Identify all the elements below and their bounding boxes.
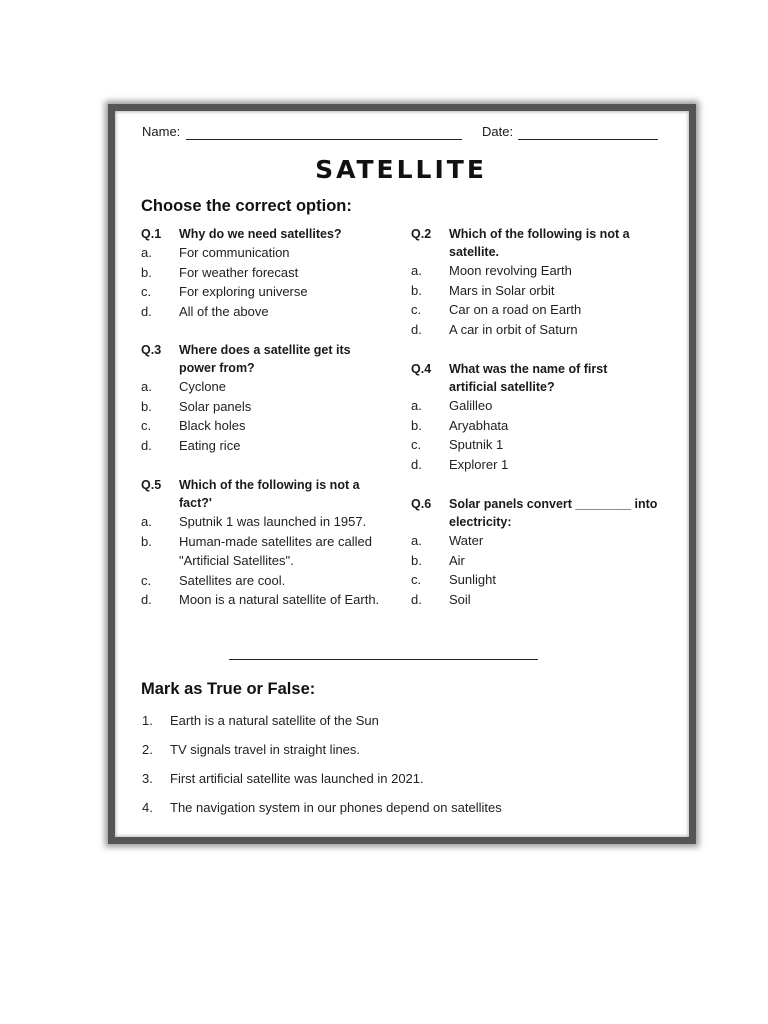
option-text: Air [449,552,465,568]
option-text: Water [449,533,484,548]
option [411,396,656,416]
question-text: Where does a satellite get its power from? [179,343,351,375]
option-letter: b. [141,264,152,280]
option-text: Moon is a natural satellite of Earth. [179,592,380,607]
true-false-item [142,800,502,815]
option [141,302,386,322]
item-text: TV signals travel in straight lines. [170,742,361,757]
option-letter: b. [411,282,422,298]
item-number: 1. [142,713,153,728]
question-number: Q.5 [141,478,162,492]
name-blank-line [186,139,462,140]
option-letter: b. [411,417,422,433]
question-text: What was the name of first artificial satellite? [449,362,608,394]
option-text: Human-made satellites are called "Artificial Satellites". [179,533,372,568]
option-letter: b. [411,552,422,568]
option [411,435,656,455]
option-text: Mars in Solar orbit [449,282,555,298]
option-text: All of the above [179,303,269,319]
question-2 [411,225,669,339]
option-letter: a. [411,263,422,278]
question-6 [411,495,663,609]
option-text: For communication [179,245,290,260]
option [141,532,391,571]
option-text: Satellites are cool. [179,572,286,588]
option [141,436,386,456]
option-text: Sputnik 1 [449,437,504,452]
option [411,281,669,301]
item-text: The navigation system in our phones depend on satellites [170,800,502,815]
option-letter: c. [411,572,422,587]
page-title: SATELLITE [315,155,487,184]
option-text: Galilleo [449,398,493,413]
option [141,282,386,302]
question-1 [141,225,386,321]
item-number: 4. [142,800,153,815]
option [411,300,669,320]
option-text: A car in orbit of Saturn [449,321,578,337]
question-text: Why do we need satellites? [179,227,342,241]
option [411,570,663,590]
option [141,512,391,532]
option-letter: a. [141,514,152,529]
option-letter: c. [411,437,422,452]
option [411,551,663,571]
question-3 [141,341,386,455]
option [141,263,386,283]
option-text: Solar panels [179,398,252,414]
question-number: Q.3 [141,343,162,357]
option-letter: d. [411,591,422,607]
option-letter: c. [141,418,152,433]
option [141,416,386,436]
section-divider [229,659,538,660]
option-text: Cyclone [179,379,226,394]
option-letter: a. [411,398,422,413]
option-letter: d. [411,321,422,337]
option-letter: a. [411,533,422,548]
option-text: Eating rice [179,437,241,453]
option-letter: d. [141,303,152,319]
question-number: Q.1 [141,227,162,241]
option [141,590,391,610]
date-blank-line [518,139,658,140]
option-text: Car on a road on Earth [449,302,582,317]
option-letter: d. [411,456,422,472]
option-text: Moon revolving Earth [449,263,572,278]
question-text: Which of the following is not a satellite. [449,227,630,259]
item-number: 2. [142,742,153,757]
option [411,531,663,551]
option [411,320,669,340]
question-number: Q.6 [411,497,432,511]
option-letter: c. [141,572,152,588]
option-text: Sunlight [449,572,496,587]
question-4 [411,360,656,474]
option-letter: b. [141,533,152,549]
option-text: For weather forecast [179,264,299,280]
option-text: Aryabhata [449,417,509,433]
option [141,571,391,591]
option-letter: d. [141,437,152,453]
option-text: For exploring universe [179,284,308,299]
question-5 [141,476,391,610]
option-letter: a. [141,245,152,260]
question-number: Q.2 [411,227,432,241]
true-false-item [142,742,360,757]
item-number: 3. [142,771,153,786]
option-text: Black holes [179,418,246,433]
true-false-item [142,713,379,728]
question-text: Which of the following is not a fact?' [179,478,360,510]
item-text: First artificial satellite was launched in 2021. [170,771,424,786]
option-letter: c. [141,284,152,299]
mcq-heading: Choose the correct option: [141,197,352,215]
option [141,243,386,263]
option-letter: a. [141,379,152,394]
option-text: Sputnik 1 was launched in 1957. [179,514,367,529]
option-letter: d. [141,592,152,607]
true-false-heading: Mark as True or False: [141,680,316,698]
option-letter: c. [411,302,422,317]
item-text: Earth is a natural satellite of the Sun [170,713,379,728]
true-false-item [142,771,424,786]
option [411,261,669,281]
question-text: Solar panels convert ________ into electricity: [449,497,658,529]
option [141,377,386,397]
date-label: Date: [482,124,514,139]
option-letter: b. [141,398,152,414]
option [411,416,656,436]
option [141,397,386,417]
worksheet-header [142,124,662,144]
option-text: Soil [449,591,471,607]
option [411,590,663,610]
question-number: Q.4 [411,362,432,376]
option-text: Explorer 1 [449,456,509,472]
option [411,455,656,475]
name-label: Name: [142,124,181,139]
